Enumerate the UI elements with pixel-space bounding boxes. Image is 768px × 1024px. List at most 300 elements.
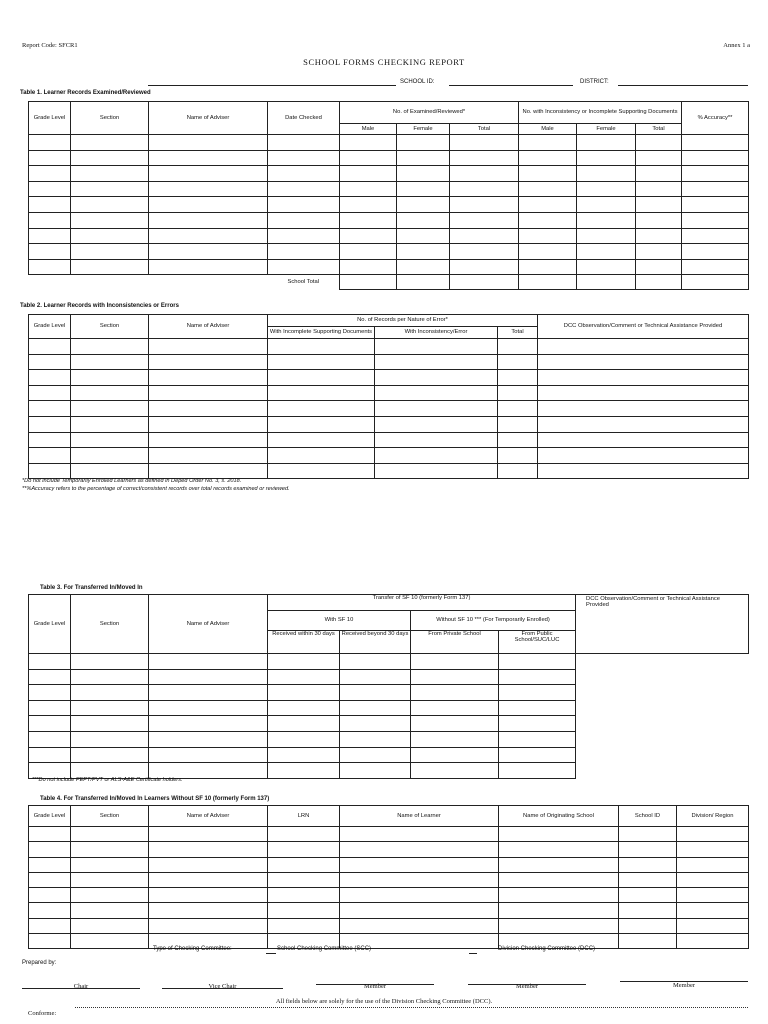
t4-cell[interactable] xyxy=(619,918,677,933)
t1-cell[interactable] xyxy=(577,228,636,244)
t2-cell[interactable] xyxy=(498,354,538,370)
t3-cell[interactable] xyxy=(340,731,411,747)
t1-total-cell[interactable] xyxy=(682,275,749,290)
t3-cell[interactable] xyxy=(71,685,149,701)
t3-cell[interactable] xyxy=(149,700,268,716)
t2-cell[interactable] xyxy=(375,401,498,417)
t1-cell[interactable] xyxy=(519,197,577,213)
t1-cell[interactable] xyxy=(519,135,577,151)
t1-cell[interactable] xyxy=(397,259,450,275)
t4-cell[interactable] xyxy=(149,903,268,918)
t4-cell[interactable] xyxy=(499,918,619,933)
t4-cell[interactable] xyxy=(619,934,677,949)
t3-cell[interactable] xyxy=(71,731,149,747)
t4-cell[interactable] xyxy=(29,857,71,872)
t1-cell[interactable] xyxy=(29,166,71,182)
t3-cell[interactable] xyxy=(268,747,340,763)
t1-cell[interactable] xyxy=(149,150,268,166)
t2-cell[interactable] xyxy=(268,370,375,386)
t1-cell[interactable] xyxy=(519,228,577,244)
t1-cell[interactable] xyxy=(149,244,268,260)
t4-cell[interactable] xyxy=(619,827,677,842)
t2-cell[interactable] xyxy=(498,370,538,386)
t4-learner-header: Name of Learner xyxy=(340,806,499,827)
t4-cell[interactable] xyxy=(71,888,149,903)
t1-cell[interactable] xyxy=(519,166,577,182)
t1-cell[interactable] xyxy=(29,228,71,244)
t1-cell[interactable] xyxy=(636,135,682,151)
t3-row xyxy=(29,716,749,732)
t2-cell[interactable] xyxy=(268,401,375,417)
t2-cell[interactable] xyxy=(538,463,749,479)
t1-cell[interactable] xyxy=(268,259,340,275)
t2-cell[interactable] xyxy=(29,385,71,401)
t4-cell[interactable] xyxy=(677,934,749,949)
t3-cell[interactable] xyxy=(29,763,71,779)
t1-cell[interactable] xyxy=(268,135,340,151)
t3-cell[interactable] xyxy=(340,654,411,670)
t2-cell[interactable] xyxy=(538,432,749,448)
t1-cell[interactable] xyxy=(577,259,636,275)
t2-cell[interactable] xyxy=(375,354,498,370)
t2-cell[interactable] xyxy=(29,370,71,386)
t2-cell[interactable] xyxy=(498,432,538,448)
t3-cell[interactable] xyxy=(340,763,411,779)
t1-cell[interactable] xyxy=(397,244,450,260)
t1-cell[interactable] xyxy=(71,181,149,197)
t2-cell[interactable] xyxy=(29,354,71,370)
t4-cell[interactable] xyxy=(71,934,149,949)
t1-cell[interactable] xyxy=(29,181,71,197)
t1-cell[interactable] xyxy=(519,244,577,260)
t1-cell[interactable] xyxy=(268,166,340,182)
t2-cell[interactable] xyxy=(149,339,268,355)
t2-inconsistency-header: With Inconsistency/Error xyxy=(375,327,498,339)
t4-cell[interactable] xyxy=(340,918,499,933)
t4-cell[interactable] xyxy=(29,934,71,949)
t3-cell[interactable] xyxy=(411,685,499,701)
t4-cell[interactable] xyxy=(499,888,619,903)
t1-cell[interactable] xyxy=(397,150,450,166)
t3-cell[interactable] xyxy=(268,716,340,732)
t2-cell[interactable] xyxy=(149,401,268,417)
t2-cell[interactable] xyxy=(498,401,538,417)
t4-cell[interactable] xyxy=(340,872,499,887)
t1-cell[interactable] xyxy=(149,228,268,244)
t1-cell[interactable] xyxy=(397,135,450,151)
t2-cell[interactable] xyxy=(268,432,375,448)
t1-cell[interactable] xyxy=(29,150,71,166)
school-name-line[interactable] xyxy=(148,85,396,86)
t1-cell[interactable] xyxy=(450,259,519,275)
t1-cell[interactable] xyxy=(682,150,749,166)
t1-cell[interactable] xyxy=(149,197,268,213)
t1-cell[interactable] xyxy=(149,135,268,151)
t4-cell[interactable] xyxy=(149,842,268,857)
t2-cell[interactable] xyxy=(498,448,538,464)
t3-cell[interactable] xyxy=(71,716,149,732)
t1-cell[interactable] xyxy=(29,197,71,213)
t1-row xyxy=(29,259,749,275)
t1-cell[interactable] xyxy=(71,244,149,260)
t4-cell[interactable] xyxy=(268,872,340,887)
dcc-checkbox[interactable] xyxy=(469,953,477,954)
t1-cell[interactable] xyxy=(149,181,268,197)
t2-cell[interactable] xyxy=(268,354,375,370)
t3-cell[interactable] xyxy=(411,731,499,747)
t3-without-header: Without SF 10 *** (For Temporarily Enrolled) xyxy=(411,611,576,631)
t4-cell[interactable] xyxy=(340,827,499,842)
t2-cell[interactable] xyxy=(29,448,71,464)
t2-cell[interactable] xyxy=(71,354,149,370)
t1-cell[interactable] xyxy=(682,166,749,182)
t1-cell[interactable] xyxy=(636,197,682,213)
t3-cell[interactable] xyxy=(149,716,268,732)
t1-cell[interactable] xyxy=(636,259,682,275)
t1-cell[interactable] xyxy=(340,135,397,151)
t1-cell[interactable] xyxy=(577,197,636,213)
t4-cell[interactable] xyxy=(499,903,619,918)
t4-cell[interactable] xyxy=(29,888,71,903)
t2-cell[interactable] xyxy=(29,463,71,479)
t1-cell[interactable] xyxy=(397,212,450,228)
t3-cell[interactable] xyxy=(268,700,340,716)
t1-cell[interactable] xyxy=(682,212,749,228)
t3-cell[interactable] xyxy=(411,716,499,732)
t3-cell[interactable] xyxy=(499,731,576,747)
t1-accuracy-header: % Accuracy** xyxy=(682,102,749,135)
t3-cell[interactable] xyxy=(340,700,411,716)
t1-total-cell[interactable] xyxy=(577,275,636,290)
t2-cell[interactable] xyxy=(268,463,375,479)
t3-cell[interactable] xyxy=(29,731,71,747)
t3-cell[interactable] xyxy=(71,654,149,670)
t1-cell[interactable] xyxy=(450,181,519,197)
t1-cell[interactable] xyxy=(450,212,519,228)
t2-cell[interactable] xyxy=(29,339,71,355)
t1-cell[interactable] xyxy=(29,244,71,260)
t4-cell[interactable] xyxy=(71,903,149,918)
t2-cell[interactable] xyxy=(71,448,149,464)
t3-cell[interactable] xyxy=(499,763,576,779)
t2-cell[interactable] xyxy=(149,416,268,432)
t4-cell[interactable] xyxy=(268,888,340,903)
t2-cell[interactable] xyxy=(268,339,375,355)
t3-cell[interactable] xyxy=(268,685,340,701)
t2-cell[interactable] xyxy=(375,448,498,464)
t4-cell[interactable] xyxy=(29,842,71,857)
t1-cell[interactable] xyxy=(450,228,519,244)
t2-cell[interactable] xyxy=(498,339,538,355)
t4-cell[interactable] xyxy=(677,842,749,857)
t1-cell[interactable] xyxy=(682,135,749,151)
t4-cell[interactable] xyxy=(340,842,499,857)
t1-cell[interactable] xyxy=(149,166,268,182)
t3-cell[interactable] xyxy=(499,747,576,763)
t4-cell[interactable] xyxy=(677,857,749,872)
t4-cell[interactable] xyxy=(29,827,71,842)
t2-cell[interactable] xyxy=(538,401,749,417)
t1-cell[interactable] xyxy=(340,181,397,197)
t3-cell[interactable] xyxy=(499,716,576,732)
t1-cell[interactable] xyxy=(577,212,636,228)
t4-cell[interactable] xyxy=(677,827,749,842)
t2-cell[interactable] xyxy=(71,339,149,355)
report-code: Report Code: SFCR1 xyxy=(22,42,78,49)
t3-cell[interactable] xyxy=(29,700,71,716)
t1-cell[interactable] xyxy=(577,244,636,260)
t1-cell[interactable] xyxy=(397,166,450,182)
t4-cell[interactable] xyxy=(677,918,749,933)
t1-cell[interactable] xyxy=(577,150,636,166)
t1-cell[interactable] xyxy=(577,166,636,182)
t3-cell[interactable] xyxy=(71,747,149,763)
t3-cell[interactable] xyxy=(71,763,149,779)
t1-cell[interactable] xyxy=(636,150,682,166)
t1-cell[interactable] xyxy=(519,150,577,166)
t2-cell[interactable] xyxy=(29,401,71,417)
t3-cell[interactable] xyxy=(268,654,340,670)
t1-cell[interactable] xyxy=(682,244,749,260)
t1-cell[interactable] xyxy=(29,135,71,151)
t2-cell[interactable] xyxy=(149,432,268,448)
t1-cell[interactable] xyxy=(450,166,519,182)
t1-cell[interactable] xyxy=(340,244,397,260)
t1-cell[interactable] xyxy=(268,181,340,197)
t1-cell[interactable] xyxy=(636,166,682,182)
t3-cell[interactable] xyxy=(268,669,340,685)
t2-cell[interactable] xyxy=(538,370,749,386)
t3-cell[interactable] xyxy=(268,763,340,779)
t1-cell[interactable] xyxy=(71,197,149,213)
t1-cell[interactable] xyxy=(682,197,749,213)
t2-cell[interactable] xyxy=(375,385,498,401)
t3-cell[interactable] xyxy=(268,731,340,747)
t2-cell[interactable] xyxy=(375,432,498,448)
t1-cell[interactable] xyxy=(340,212,397,228)
t2-cell[interactable] xyxy=(538,339,749,355)
t2-row xyxy=(29,448,749,464)
t3-cell[interactable] xyxy=(149,685,268,701)
t2-cell[interactable] xyxy=(375,463,498,479)
t1-cell[interactable] xyxy=(268,212,340,228)
t1-cell[interactable] xyxy=(636,244,682,260)
t1-cell[interactable] xyxy=(268,197,340,213)
t1-cell[interactable] xyxy=(636,228,682,244)
t4-cell[interactable] xyxy=(29,872,71,887)
t3-cell[interactable] xyxy=(340,716,411,732)
t3-cell[interactable] xyxy=(29,669,71,685)
t4-cell[interactable] xyxy=(29,903,71,918)
t3-cell[interactable] xyxy=(29,716,71,732)
t1-cell[interactable] xyxy=(340,228,397,244)
t4-cell[interactable] xyxy=(149,918,268,933)
t1-cell[interactable] xyxy=(71,150,149,166)
t3-cell[interactable] xyxy=(411,747,499,763)
t2-cell[interactable] xyxy=(538,385,749,401)
t4-cell[interactable] xyxy=(499,857,619,872)
t2-cell[interactable] xyxy=(71,401,149,417)
t2-cell[interactable] xyxy=(375,416,498,432)
t1-cell[interactable] xyxy=(636,181,682,197)
t1-total-cell[interactable] xyxy=(450,275,519,290)
t1-total-cell[interactable] xyxy=(636,275,682,290)
t2-cell[interactable] xyxy=(538,416,749,432)
t2-cell[interactable] xyxy=(498,385,538,401)
t4-cell[interactable] xyxy=(268,918,340,933)
t1-row xyxy=(29,197,749,213)
t4-cell[interactable] xyxy=(340,857,499,872)
t4-cell[interactable] xyxy=(268,903,340,918)
t4-cell[interactable] xyxy=(149,857,268,872)
t4-cell[interactable] xyxy=(619,842,677,857)
t1-cell[interactable] xyxy=(577,181,636,197)
t4-cell[interactable] xyxy=(619,872,677,887)
t1-cell[interactable] xyxy=(29,259,71,275)
t1-cell[interactable] xyxy=(71,135,149,151)
school-id-field[interactable] xyxy=(449,85,573,86)
t2-cell[interactable] xyxy=(375,370,498,386)
t2-cell[interactable] xyxy=(29,416,71,432)
t1-cell[interactable] xyxy=(340,197,397,213)
t3-row xyxy=(29,763,749,779)
t3-cell[interactable] xyxy=(411,654,499,670)
t4-cell[interactable] xyxy=(268,842,340,857)
t1-cell[interactable] xyxy=(29,212,71,228)
t3-cell[interactable] xyxy=(340,685,411,701)
t1-cell[interactable] xyxy=(682,259,749,275)
t3-cell[interactable] xyxy=(411,669,499,685)
t3-cell[interactable] xyxy=(499,685,576,701)
t1-cell[interactable] xyxy=(268,228,340,244)
t4-cell[interactable] xyxy=(149,872,268,887)
t4-cell[interactable] xyxy=(340,888,499,903)
t2-cell[interactable] xyxy=(149,354,268,370)
t3-cell[interactable] xyxy=(29,685,71,701)
t4-cell[interactable] xyxy=(677,872,749,887)
t2-cell[interactable] xyxy=(71,416,149,432)
t3-cell[interactable] xyxy=(71,700,149,716)
t2-cell[interactable] xyxy=(268,448,375,464)
t4-cell[interactable] xyxy=(71,872,149,887)
t4-cell[interactable] xyxy=(149,888,268,903)
t3-cell[interactable] xyxy=(340,669,411,685)
t1-cell[interactable] xyxy=(450,135,519,151)
t2-cell[interactable] xyxy=(149,370,268,386)
t4-cell[interactable] xyxy=(71,842,149,857)
t4-cell[interactable] xyxy=(29,918,71,933)
t1-cell[interactable] xyxy=(682,181,749,197)
t4-cell[interactable] xyxy=(340,903,499,918)
t2-cell[interactable] xyxy=(375,339,498,355)
t4-cell[interactable] xyxy=(149,827,268,842)
t4-cell[interactable] xyxy=(268,827,340,842)
t1-total-cell[interactable] xyxy=(519,275,577,290)
t4-cell[interactable] xyxy=(71,827,149,842)
district-field[interactable] xyxy=(618,85,748,86)
t4-cell[interactable] xyxy=(619,857,677,872)
scc-checkbox[interactable] xyxy=(266,953,276,954)
t4-cell[interactable] xyxy=(268,857,340,872)
t1-cell[interactable] xyxy=(340,259,397,275)
t1-cell[interactable] xyxy=(519,181,577,197)
t1-cell[interactable] xyxy=(519,212,577,228)
t1-cell[interactable] xyxy=(340,150,397,166)
t3-cell[interactable] xyxy=(499,700,576,716)
t3-cell[interactable] xyxy=(499,669,576,685)
t4-cell[interactable] xyxy=(677,903,749,918)
t1-cell[interactable] xyxy=(682,228,749,244)
t1-cell[interactable] xyxy=(71,212,149,228)
t1-cell[interactable] xyxy=(450,150,519,166)
t2-cell[interactable] xyxy=(149,463,268,479)
t3-cell[interactable] xyxy=(411,763,499,779)
t2-cell[interactable] xyxy=(498,463,538,479)
t2-cell[interactable] xyxy=(498,416,538,432)
t4-cell[interactable] xyxy=(71,918,149,933)
t1-cell[interactable] xyxy=(519,259,577,275)
t3-cell[interactable] xyxy=(149,731,268,747)
t2-cell[interactable] xyxy=(29,432,71,448)
t2-cell[interactable] xyxy=(149,385,268,401)
t3-cell[interactable] xyxy=(149,763,268,779)
t2-cell[interactable] xyxy=(538,354,749,370)
t1-cell[interactable] xyxy=(636,212,682,228)
t1-cell[interactable] xyxy=(268,244,340,260)
t3-cell[interactable] xyxy=(149,654,268,670)
t1-cell[interactable] xyxy=(71,166,149,182)
t3-cell[interactable] xyxy=(149,747,268,763)
t2-cell[interactable] xyxy=(268,385,375,401)
t1-cell[interactable] xyxy=(450,197,519,213)
t2-cell[interactable] xyxy=(538,448,749,464)
t4-cell[interactable] xyxy=(619,903,677,918)
t1-cell[interactable] xyxy=(577,135,636,151)
t1-total-cell[interactable] xyxy=(340,275,397,290)
t1-cell[interactable] xyxy=(340,166,397,182)
t4-cell[interactable] xyxy=(499,842,619,857)
t1-cell[interactable] xyxy=(397,228,450,244)
t2-cell[interactable] xyxy=(268,416,375,432)
t1-cell[interactable] xyxy=(397,197,450,213)
t1-cell[interactable] xyxy=(71,228,149,244)
t2-cell[interactable] xyxy=(149,448,268,464)
t2-cell[interactable] xyxy=(71,370,149,386)
t4-cell[interactable] xyxy=(71,857,149,872)
t3-cell[interactable] xyxy=(340,747,411,763)
t1-cell[interactable] xyxy=(397,181,450,197)
t4-cell[interactable] xyxy=(499,872,619,887)
t3-cell[interactable] xyxy=(499,654,576,670)
t1-cell[interactable] xyxy=(71,259,149,275)
t4-cell[interactable] xyxy=(619,888,677,903)
t1-cell[interactable] xyxy=(149,259,268,275)
t1-cell[interactable] xyxy=(149,212,268,228)
t2-cell[interactable] xyxy=(71,432,149,448)
t1-cell[interactable] xyxy=(268,150,340,166)
t3-cell[interactable] xyxy=(29,747,71,763)
t1-total-cell[interactable] xyxy=(397,275,450,290)
t1-cell[interactable] xyxy=(450,244,519,260)
t4-cell[interactable] xyxy=(677,888,749,903)
t3-cell[interactable] xyxy=(411,700,499,716)
t3-cell[interactable] xyxy=(149,669,268,685)
t3-cell[interactable] xyxy=(29,654,71,670)
t2-cell[interactable] xyxy=(71,385,149,401)
t2-cell[interactable] xyxy=(71,463,149,479)
t3-cell[interactable] xyxy=(71,669,149,685)
t4-cell[interactable] xyxy=(499,827,619,842)
